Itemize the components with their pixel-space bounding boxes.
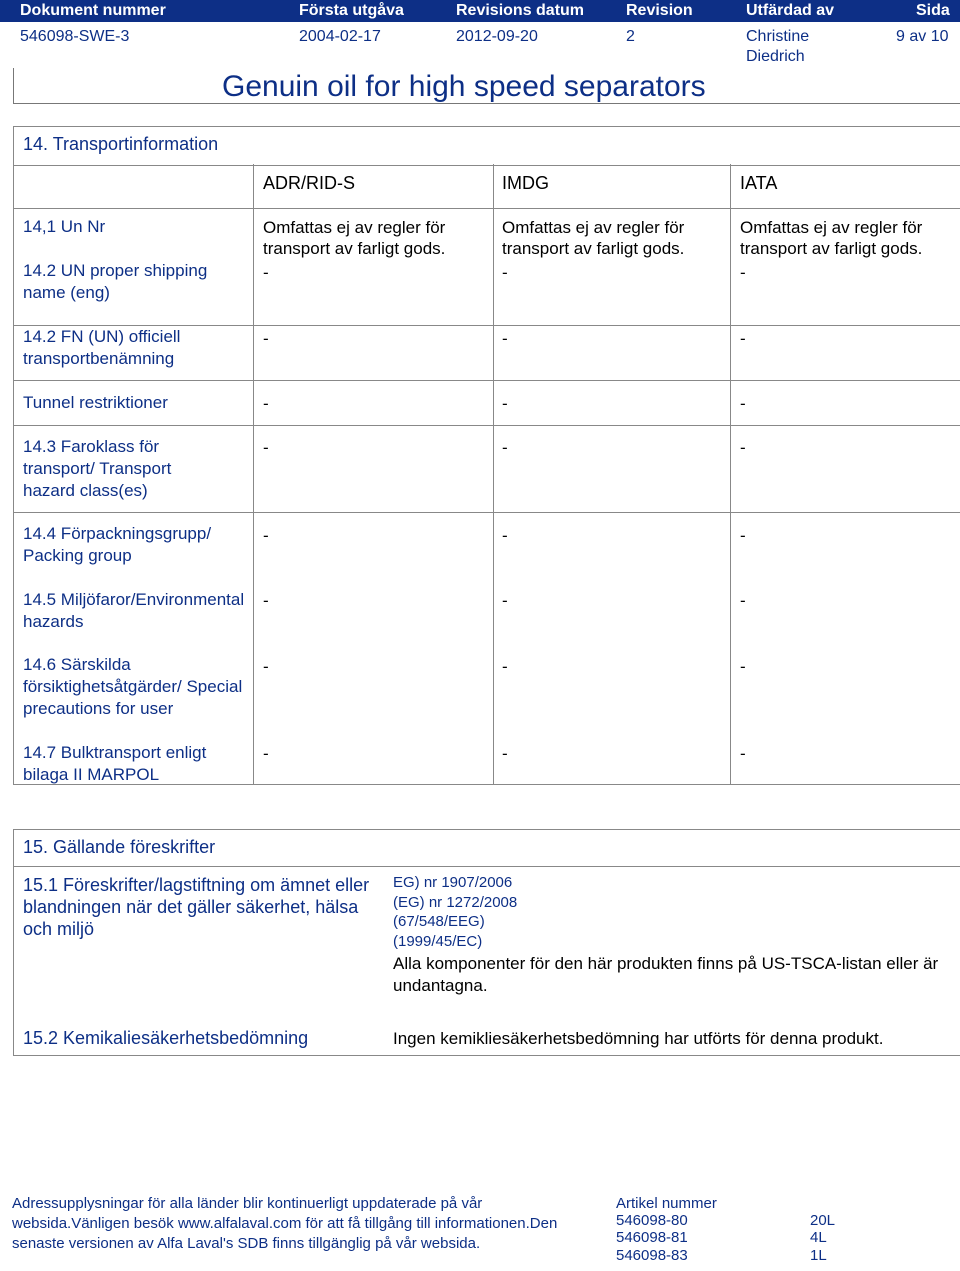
column-header-adr: ADR/RID-S [263, 173, 356, 193]
row-label-packing-group: 14.4 Förpackningsgrupp/ Packing group [23, 524, 212, 565]
row-value-iata: - [740, 438, 746, 457]
row-value-adr: - [263, 438, 269, 457]
row-value-imdg: - [502, 591, 508, 610]
regulation-label-15-1: 15.1 Föreskrifter/lagstiftning om ämnet eller blandningen när det gäller säkerhet, hälsa och miljö [23, 875, 370, 939]
table-divider [13, 208, 960, 209]
row-label-environmental-hazards: 14.5 Miljöfaror/Environmental hazards [23, 590, 245, 631]
row-label-un-nr: 14,1 Un Nr [23, 217, 106, 236]
table-divider [253, 164, 254, 784]
footer-article-header: Artikel nummer [616, 1195, 717, 1212]
column-header-imdg: IMDG [502, 173, 549, 193]
header-label-revision-date: Revisions datum [456, 2, 585, 19]
row-value-imdg: - [502, 657, 508, 676]
regulation-line: (1999/45/EC) [393, 933, 483, 950]
row-value-adr: - [263, 526, 269, 545]
header-label-revision: Revision [626, 2, 693, 19]
row-label-hazard-class: 14.3 Faroklass för transport/ Transport hazard class(es) [23, 437, 172, 500]
row-value-imdg: Omfattas ej av regler för transport av farligt gods. [502, 218, 685, 258]
row-value-iata: - [740, 591, 746, 610]
header-revision: 2 [626, 28, 635, 45]
header-document-number: 546098-SWE-3 [20, 28, 130, 45]
row-value-iata: - [740, 394, 746, 413]
row-value-imdg: - [502, 329, 508, 348]
regulation-line: EG) nr 1907/2006 [393, 874, 513, 891]
regulation-label-15-2: 15.2 Kemikaliesäkerhetsbedömning [23, 1028, 309, 1048]
footer-article-size: 4L [810, 1229, 827, 1246]
header-page: 9 av 10 [896, 28, 949, 45]
header-first-edition: 2004-02-17 [299, 28, 381, 45]
regulation-line: (EG) nr 1272/2008 [393, 894, 518, 911]
row-value-adr: - [263, 263, 269, 282]
row-label-fn-official-name: 14.2 FN (UN) officiell transportbenämning [23, 327, 181, 368]
document-title: Genuin oil for high speed separators [222, 70, 706, 103]
section-14-title: 14. Transportinformation [23, 134, 219, 154]
row-label-bulk-transport: 14.7 Bulktransport enligt bilaga II MARPOL [23, 743, 207, 784]
table-divider [13, 425, 960, 426]
row-value-iata: - [740, 657, 746, 676]
row-value-iata: Omfattas ej av regler för transport av farligt gods. [740, 218, 923, 258]
row-value-adr: - [263, 657, 269, 676]
row-value-adr: - [263, 591, 269, 610]
header-label-page: Sida [916, 2, 950, 19]
row-value-imdg: - [502, 263, 508, 282]
row-value-adr: - [263, 394, 269, 413]
footer-article-size: 1L [810, 1247, 827, 1264]
header-revision-date: 2012-09-20 [456, 28, 538, 45]
row-value-iata: - [740, 329, 746, 348]
row-value-adr: - [263, 744, 269, 763]
chemical-safety-assessment-value: Ingen kemikliesäkerhetsbedömning har utförts för denna produkt. [393, 1029, 884, 1048]
header-label-issued-by: Utfärdad av [746, 2, 835, 19]
table-divider [13, 380, 960, 381]
row-label-special-precautions: 14.6 Särskilda försiktighetsåtgärder/ Special precautions for user [23, 655, 243, 718]
row-value-imdg: - [502, 438, 508, 457]
column-header-iata: IATA [740, 173, 778, 193]
header-label-first-edition: Första utgåva [299, 2, 404, 19]
footer-article-size: 20L [810, 1212, 836, 1229]
row-value-imdg: - [502, 526, 508, 545]
row-value-adr: Omfattas ej av regler för transport av farligt gods. [263, 218, 446, 258]
footer-article-number: 546098-80 [616, 1212, 688, 1229]
row-label-tunnel-restrictions: Tunnel restriktioner [23, 393, 168, 412]
footer-article-number: 546098-83 [616, 1247, 688, 1264]
table-divider [730, 164, 731, 784]
section-15-title: 15. Gällande föreskrifter [23, 837, 216, 857]
header-label-document-number: Dokument nummer [20, 2, 166, 19]
row-label-un-proper-shipping-name: 14.2 UN proper shipping name (eng) [23, 261, 208, 302]
table-divider [493, 164, 494, 784]
row-value-imdg: - [502, 394, 508, 413]
table-divider [13, 512, 960, 513]
regulation-line: (67/548/EEG) [393, 913, 485, 930]
row-value-iata: - [740, 263, 746, 282]
header-issued-by: Christine Diedrich [746, 28, 810, 65]
row-value-imdg: - [502, 744, 508, 763]
footer-article-number: 546098-81 [616, 1229, 688, 1246]
footer-note: Adressupplysningar för alla länder blir kontinuerligt uppdaterade på vår websida.Vänligen besök www.alfalaval.com för att få tillgång till informationen.Den senaste versionen av Alfa Laval's SDB finns tillgänglig på vår websida. [12, 1195, 558, 1252]
row-value-iata: - [740, 526, 746, 545]
row-value-iata: - [740, 744, 746, 763]
row-value-adr: - [263, 329, 269, 348]
tsca-note: Alla komponenter för den här produkten finns på US-TSCA-listan eller är undantagna. [393, 954, 939, 995]
